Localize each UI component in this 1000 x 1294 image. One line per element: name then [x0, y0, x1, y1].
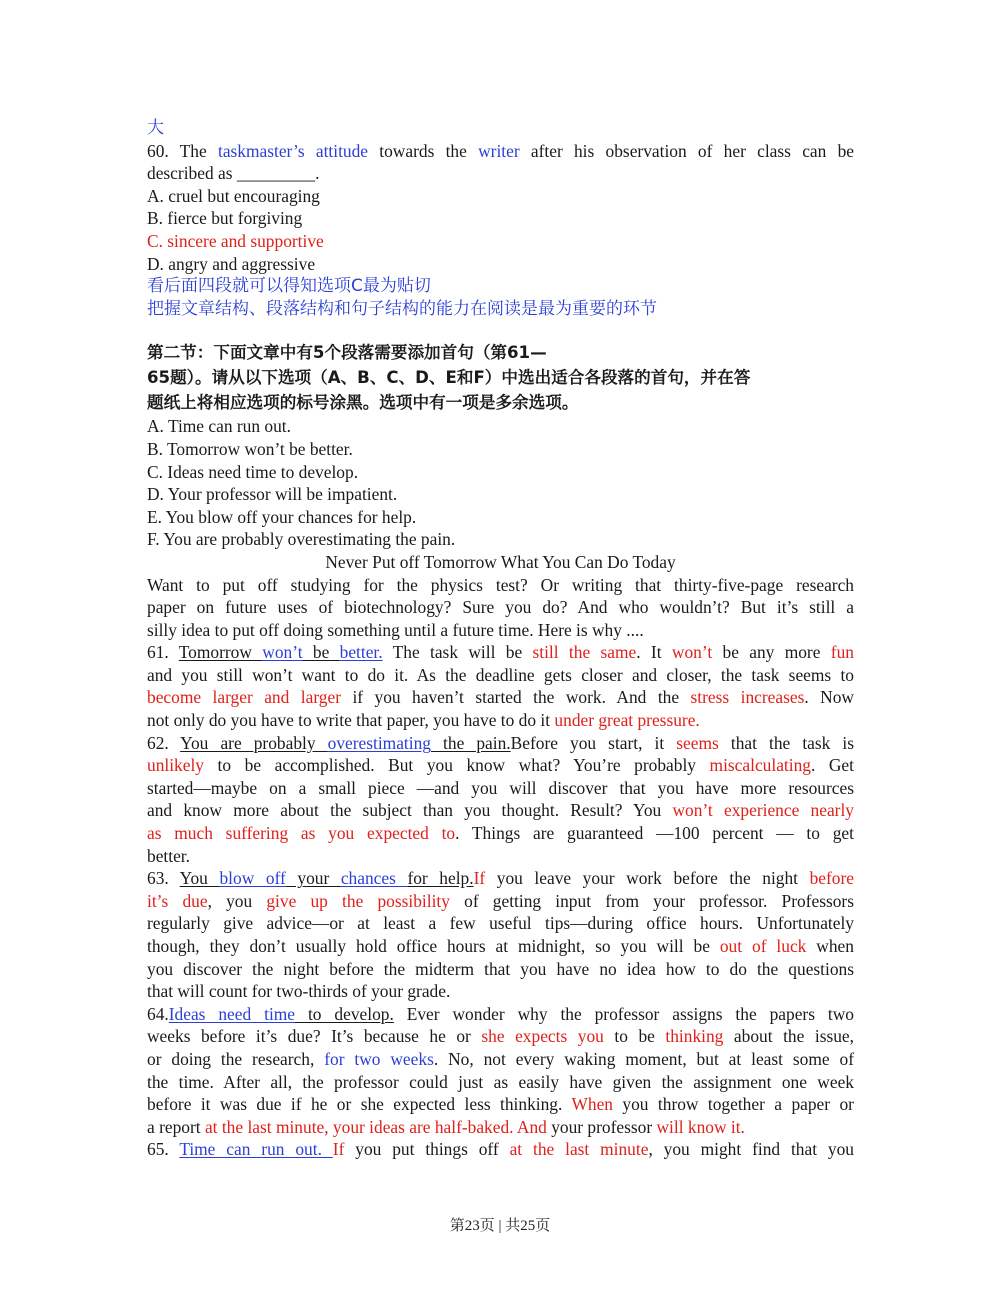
- option-f: F. You are probably overestimating the pain.: [147, 529, 456, 550]
- p63-line2: it’s due, you give up the possibility of getting input from your professor. Professors: [147, 890, 854, 911]
- page-footer: 第23页 | 共25页: [449, 1218, 551, 1234]
- q60-option-a: A. cruel but encouraging: [147, 185, 320, 206]
- p64-line5: before it was due if he or she expected less thinking. When you throw together a paper or: [147, 1094, 854, 1115]
- q60-note-1: 看后面四段就可以得知选项C最为贴切: [147, 276, 431, 297]
- intro-line3: silly idea to put off doing something until a future time. Here is why ....: [147, 619, 644, 640]
- p62-line6: better.: [147, 845, 190, 866]
- p61-line4: not only do you have to write that paper, you have to do it under great pressure.: [147, 710, 700, 731]
- p63-line1: 63. You blow off your chances for help.If you leave your work before the night before: [147, 868, 855, 889]
- p64-line1: 64.Ideas need time to develop. Ever wonder why the professor assigns the papers two: [147, 1003, 854, 1024]
- article-title: Never Put off Tomorrow What You Can Do Today: [325, 551, 676, 572]
- p62-line2: unlikely to be accomplished. But you know what? You’re probably miscalculating. Get: [147, 755, 854, 776]
- option-d: D. Your professor will be impatient.: [147, 484, 398, 505]
- q60-note-2: 把握文章结构、段落结构和句子结构的能力在阅读是最为重要的环节: [147, 298, 657, 319]
- p63-line4: though, they don’t usually hold office hours at midnight, so you will be out of luck when: [147, 936, 854, 956]
- section2-heading-line3: 题纸上将相应选项的标号涂黑。选项中有一项是多余选项。: [147, 393, 579, 413]
- top-fragment: 大: [147, 118, 164, 138]
- spacer: [147, 320, 854, 340]
- intro-line1: Want to put off studying for the physics test? Or writing that thirty-five-page research: [147, 574, 854, 595]
- p64-line2: weeks before it’s due? It’s because he or she expects you to be thinking about the issue,: [147, 1026, 854, 1047]
- p61-line1: 61. Tomorrow won’t be better. The task will be still the same. It won’t be any more fun: [147, 642, 854, 663]
- q60-stem-line2: described as _________.: [147, 163, 320, 184]
- section2-heading-line1: 第二节：下面文章中有5个段落需要添加首句（第61—: [147, 343, 547, 363]
- p64-line6: a report at the last minute, your ideas are half-baked. And your professor will know it.: [147, 1116, 745, 1137]
- p62-line1: 62. You are probably overestimating the pain.Before you start, it seems that the task is: [147, 732, 854, 753]
- p62-line3: started—maybe on a small piece —and you will discover that you have more resources: [147, 777, 854, 798]
- p63-line3: regularly give advice—or at least a few useful tips—during office hours. Unfortunately: [147, 913, 854, 934]
- p62-line4: and know more about the subject than you thought. Result? You won’t experience nearly: [147, 800, 854, 821]
- p64-line3: or doing the research, for two weeks. No, not every waking moment, but at least some of: [147, 1048, 854, 1069]
- q60-stem-line1: 60. The taskmaster’s attitude towards the writer after his observation of her class can be: [147, 140, 855, 161]
- p63-line6: that will count for two-thirds of your grade.: [147, 981, 451, 1002]
- q60-option-b: B. fierce but forgiving: [147, 208, 303, 229]
- option-e: E. You blow off your chances for help.: [147, 506, 417, 527]
- option-a: A. Time can run out.: [147, 416, 291, 437]
- p64-line4: the time. After all, the professor could just as easily have given the assignment one week: [147, 1071, 854, 1092]
- p62-line5: as much suffering as you expected to. Things are guaranteed —100 percent — to get: [147, 823, 854, 844]
- option-c: C. Ideas need time to develop.: [147, 461, 359, 482]
- document-page: [147, 117, 854, 1161]
- p61-line2: and you still won’t want to do it. As the deadline gets closer and closer, the task seems to: [147, 664, 854, 685]
- p65-line1: 65. Time can run out. If you put things off at the last minute, you might find that you: [147, 1139, 854, 1160]
- q60-option-c: C. sincere and supportive: [147, 230, 324, 251]
- section2-heading-line2: 65题）。请从以下选项（A、B、C、D、E和F）中选出适合各段落的首句，并在答: [147, 368, 751, 388]
- q60-option-d: D. angry and aggressive: [147, 253, 316, 274]
- intro-line2: paper on future uses of biotechnology? Sure you do? And who wouldn’t? But it’s still a: [147, 597, 854, 618]
- option-b: B. Tomorrow won’t be better.: [147, 438, 353, 459]
- p61-line3: become larger and larger if you haven’t started the work. And the stress increases. Now: [147, 687, 854, 708]
- p63-line5: you discover the night before the midterm that you have no idea how to do the questions: [147, 958, 854, 979]
